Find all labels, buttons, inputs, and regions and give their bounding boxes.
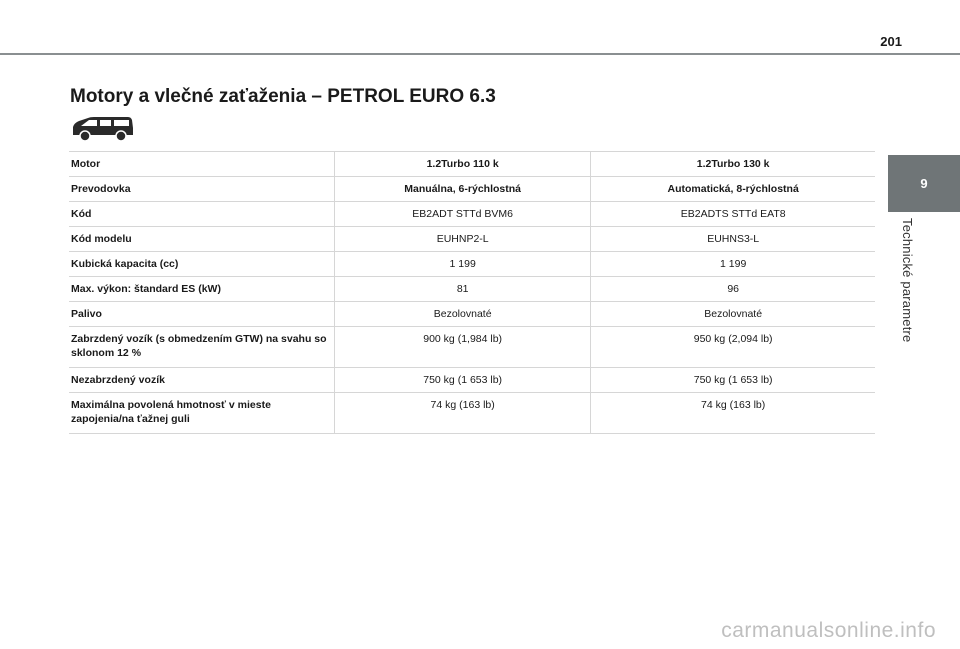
row-label: Maximálna povolená hmotnosť v mieste zapojenia/na ťažnej guli <box>69 393 335 434</box>
header-cell: Motor <box>69 152 335 177</box>
row-label: Max. výkon: štandard ES (kW) <box>69 277 335 302</box>
row-value: 750 kg (1 653 lb) <box>335 368 591 393</box>
table-row <box>69 302 875 327</box>
row-value: Manuálna, 6-rýchlostná <box>335 177 591 202</box>
row-value: 950 kg (2,094 lb) <box>591 327 875 368</box>
chapter-tab[interactable]: 9 <box>888 155 960 212</box>
top-rule <box>0 53 960 55</box>
header-cell: 1.2Turbo 110 k <box>335 152 591 177</box>
row-value: 74 kg (163 lb) <box>335 393 591 434</box>
row-label: Nezabrzdený vozík <box>69 368 335 393</box>
row-value: Automatická, 8-rýchlostná <box>591 177 875 202</box>
row-label: Kubická kapacita (cc) <box>69 252 335 277</box>
header-cell: 1.2Turbo 130 k <box>591 152 875 177</box>
row-label: Prevodovka <box>69 177 335 202</box>
row-label: Zabrzdený vozík (s obmedzením GTW) na svahu so sklonom 12 % <box>69 327 335 368</box>
table-header-row <box>69 152 875 177</box>
table-row <box>69 177 875 202</box>
row-label: Kód modelu <box>69 227 335 252</box>
page-title: Motory a vlečné zaťaženia – PETROL EURO 6.3 <box>70 86 496 107</box>
van-icon <box>70 116 134 142</box>
row-value: 900 kg (1,984 lb) <box>335 327 591 368</box>
table-row <box>69 202 875 227</box>
chapter-label: Technické parametre <box>900 218 915 343</box>
row-value: 1 199 <box>591 252 875 277</box>
row-value: 74 kg (163 lb) <box>591 393 875 434</box>
row-value: EB2ADTS STTd EAT8 <box>591 202 875 227</box>
table-row <box>69 227 875 252</box>
row-value: 750 kg (1 653 lb) <box>591 368 875 393</box>
row-value: EB2ADT STTd BVM6 <box>335 202 591 227</box>
row-value: EUHNS3-L <box>591 227 875 252</box>
watermark: carmanualsonline.info <box>721 619 936 642</box>
row-label: Palivo <box>69 302 335 327</box>
row-value: 81 <box>335 277 591 302</box>
row-value: 96 <box>591 277 875 302</box>
page-number: 201 <box>880 34 902 49</box>
row-value: Bezolovnaté <box>591 302 875 327</box>
table-row <box>69 368 875 393</box>
row-value: 1 199 <box>335 252 591 277</box>
row-value: EUHNP2-L <box>335 227 591 252</box>
table-row <box>69 252 875 277</box>
table-row <box>69 327 875 368</box>
spec-table <box>69 151 875 434</box>
row-value: Bezolovnaté <box>335 302 591 327</box>
row-label: Kód <box>69 202 335 227</box>
table-row <box>69 277 875 302</box>
table-row <box>69 393 875 434</box>
